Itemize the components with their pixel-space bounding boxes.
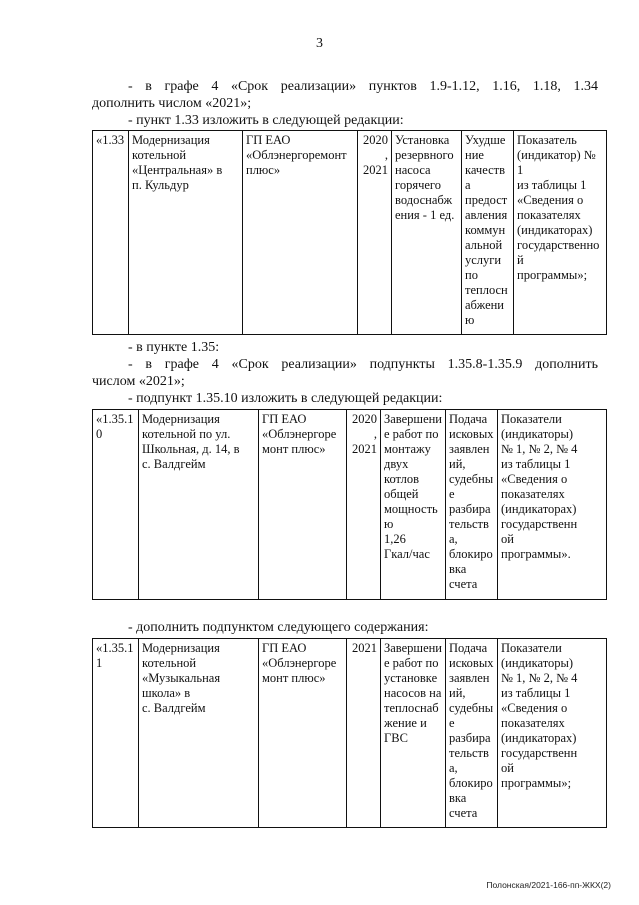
- cell-indicator: Показатель (индикатор) № 1 из таблицы 1 «Сведения о показателях (индикаторах) государственной программы»;: [514, 131, 607, 335]
- table-row: [93, 639, 607, 828]
- paragraph-deadline-items-line2: дополнить числом «2021»;: [92, 96, 252, 111]
- cell-name: Модернизация котельной «Музыкальная школа» в с. Валдгейм: [139, 639, 259, 828]
- cell-executor: ГП ЕАО «Облэнергоремонт плюс»: [243, 131, 358, 335]
- cell-executor: ГП ЕАО «Облэнергоре монт плюс»: [259, 639, 347, 828]
- paragraph-item-1-33-intro: - пункт 1.33 изложить в следующей редакции:: [128, 113, 404, 128]
- paragraph-subitems-deadline-line2: числом «2021»;: [92, 374, 185, 389]
- cell-result: Завершени е работ по монтажу двух котлов общей мощность ю 1,26 Гкал/час: [381, 410, 446, 600]
- table-item-1-33: [92, 130, 607, 335]
- cell-indicator: Показатели (индикаторы) № 1, № 2, № 4 из таблицы 1 «Сведения о показателях (индикаторах) государственн ой программы».: [498, 410, 607, 600]
- paragraph-subitems-deadline-line1: - в графе 4 «Срок реализации» подпункты 1.35.8-1.35.9 дополнить: [128, 357, 598, 372]
- table-subitem-1-35-10: [92, 409, 607, 600]
- cell-number: «1.33: [93, 131, 129, 335]
- cell-executor: ГП ЕАО «Облэнергоре монт плюс»: [259, 410, 347, 600]
- cell-name: Модернизация котельной «Центральная» в п. Кульдур: [129, 131, 243, 335]
- cell-result: Завершени е работ по установке насосов на теплоснаб жение и ГВС: [381, 639, 446, 828]
- cell-period: 2021: [347, 639, 381, 828]
- cell-number: «1.35.11: [93, 639, 139, 828]
- cell-risk: Подача исковых заявлен ий, судебны е разбира тельств а, блокиро вка счета: [446, 639, 498, 828]
- table-row: [93, 410, 607, 600]
- cell-name: Модернизация котельной по ул. Школьная, д. 14, в с. Валдгейм: [139, 410, 259, 600]
- cell-indicator: Показатели (индикаторы) № 1, № 2, № 4 из таблицы 1 «Сведения о показателях (индикаторах) государственн ой программы»;: [498, 639, 607, 828]
- page-number: 3: [316, 36, 323, 51]
- cell-risk: Ухудше ние качеств а предост авления коммун альной услуги по теплосн абжени ю: [462, 131, 514, 335]
- cell-risk: Подача исковых заявлен ий, судебны е разбира тельств а, блокиро вка счета: [446, 410, 498, 600]
- cell-result: Установка резервного насоса горячего водоснабж ения - 1 ед.: [392, 131, 462, 335]
- cell-period: 2020, 2021: [347, 410, 381, 600]
- table-subitem-1-35-11: [92, 638, 607, 828]
- paragraph-subitem-1-35-10-intro: - подпункт 1.35.10 изложить в следующей редакции:: [128, 391, 443, 406]
- paragraph-deadline-items-line1: - в графе 4 «Срок реализации» пунктов 1.9-1.12, 1.16, 1.18, 1.34: [128, 79, 598, 94]
- paragraph-add-subitem-intro: - дополнить подпунктом следующего содержания:: [128, 620, 429, 635]
- paragraph-item-1-35: - в пункте 1.35:: [128, 340, 220, 355]
- cell-number: «1.35.10: [93, 410, 139, 600]
- cell-period: 2020, 2021: [358, 131, 392, 335]
- footer-document-code: Полонская/2021-166-пп-ЖКХ(2): [486, 880, 611, 890]
- table-row: [93, 131, 607, 335]
